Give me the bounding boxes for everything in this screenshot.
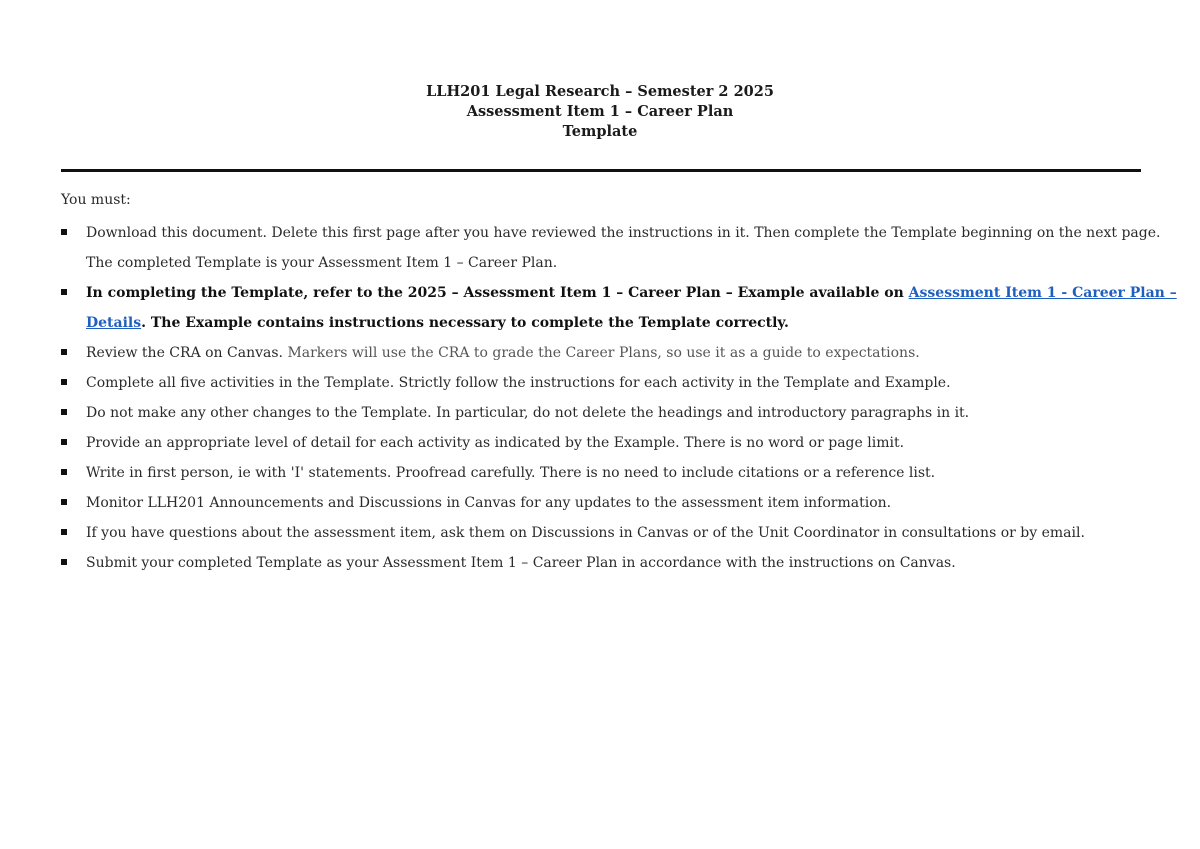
instruction-list: [61, 218, 1177, 578]
item-text-continued: The completed Template is your Assessment Item 1 – Career Plan.: [86, 255, 558, 271]
square-bullet-icon: [61, 289, 67, 295]
header-divider: [61, 169, 1141, 172]
square-bullet-icon: [61, 409, 67, 415]
list-item: [61, 278, 1177, 338]
list-item: [61, 398, 1151, 428]
item-text-continued: . The Example contains instructions necessary to complete the Template correctly.: [141, 315, 789, 331]
header-course-title: LLH201 Legal Research – Semester 2 2025: [426, 83, 774, 100]
career-plan-details-link[interactable]: Assessment Item 1 - Career Plan –: [908, 285, 1177, 301]
item-text: Do not make any other changes to the Template. In particular, do not delete the headings and introductory paragraphs in it.: [86, 405, 970, 421]
career-plan-details-link-continued[interactable]: Details: [86, 315, 142, 331]
item-text: Submit your completed Template as your Assessment Item 1 – Career Plan in accordance with the instructions on Canvas.: [86, 555, 956, 571]
square-bullet-icon: [61, 529, 67, 535]
list-item: [61, 458, 1151, 488]
square-bullet-icon: [61, 379, 67, 385]
document-header: [0, 82, 1200, 142]
intro-text: You must:: [61, 192, 131, 208]
list-item: [61, 338, 1151, 368]
square-bullet-icon: [61, 469, 67, 475]
item-text: Write in first person, ie with 'I' statements. Proofread carefully. There is no need to include citations or a reference list.: [86, 465, 936, 481]
item-text: Review the CRA on Canvas.: [86, 345, 283, 361]
item-text: Monitor LLH201 Announcements and Discussions in Canvas for any updates to the assessment item information.: [86, 495, 892, 511]
header-template-label: Template: [562, 123, 638, 140]
list-item: [61, 218, 1161, 278]
item-text: Provide an appropriate level of detail for each activity as indicated by the Example. There is no word or page limit.: [86, 435, 905, 451]
square-bullet-icon: [61, 559, 67, 565]
item-text: Complete all five activities in the Template. Strictly follow the instructions for each activity in the Template and Example.: [86, 375, 951, 391]
item-text: Download this document. Delete this first page after you have reviewed the instructions in it. Then complete the Template beginning on the next page.: [86, 225, 1161, 241]
header-assessment-title: Assessment Item 1 – Career Plan: [466, 103, 734, 120]
item-text: If you have questions about the assessment item, ask them on Discussions in Canvas or of the Unit Coordinator in consultations or by email.: [86, 525, 1085, 541]
square-bullet-icon: [61, 349, 67, 355]
list-item: [61, 488, 1151, 518]
square-bullet-icon: [61, 499, 67, 505]
item-text-secondary: Markers will use the CRA to grade the Career Plans, so use it as a guide to expectations.: [287, 345, 920, 361]
square-bullet-icon: [61, 229, 67, 235]
list-item: [61, 368, 1151, 398]
list-item: [61, 548, 1151, 578]
square-bullet-icon: [61, 439, 67, 445]
list-item: [61, 428, 1151, 458]
item-text: In completing the Template, refer to the 2025 – Assessment Item 1 – Career Plan – Example available on: [86, 285, 904, 301]
list-item: [61, 518, 1151, 548]
